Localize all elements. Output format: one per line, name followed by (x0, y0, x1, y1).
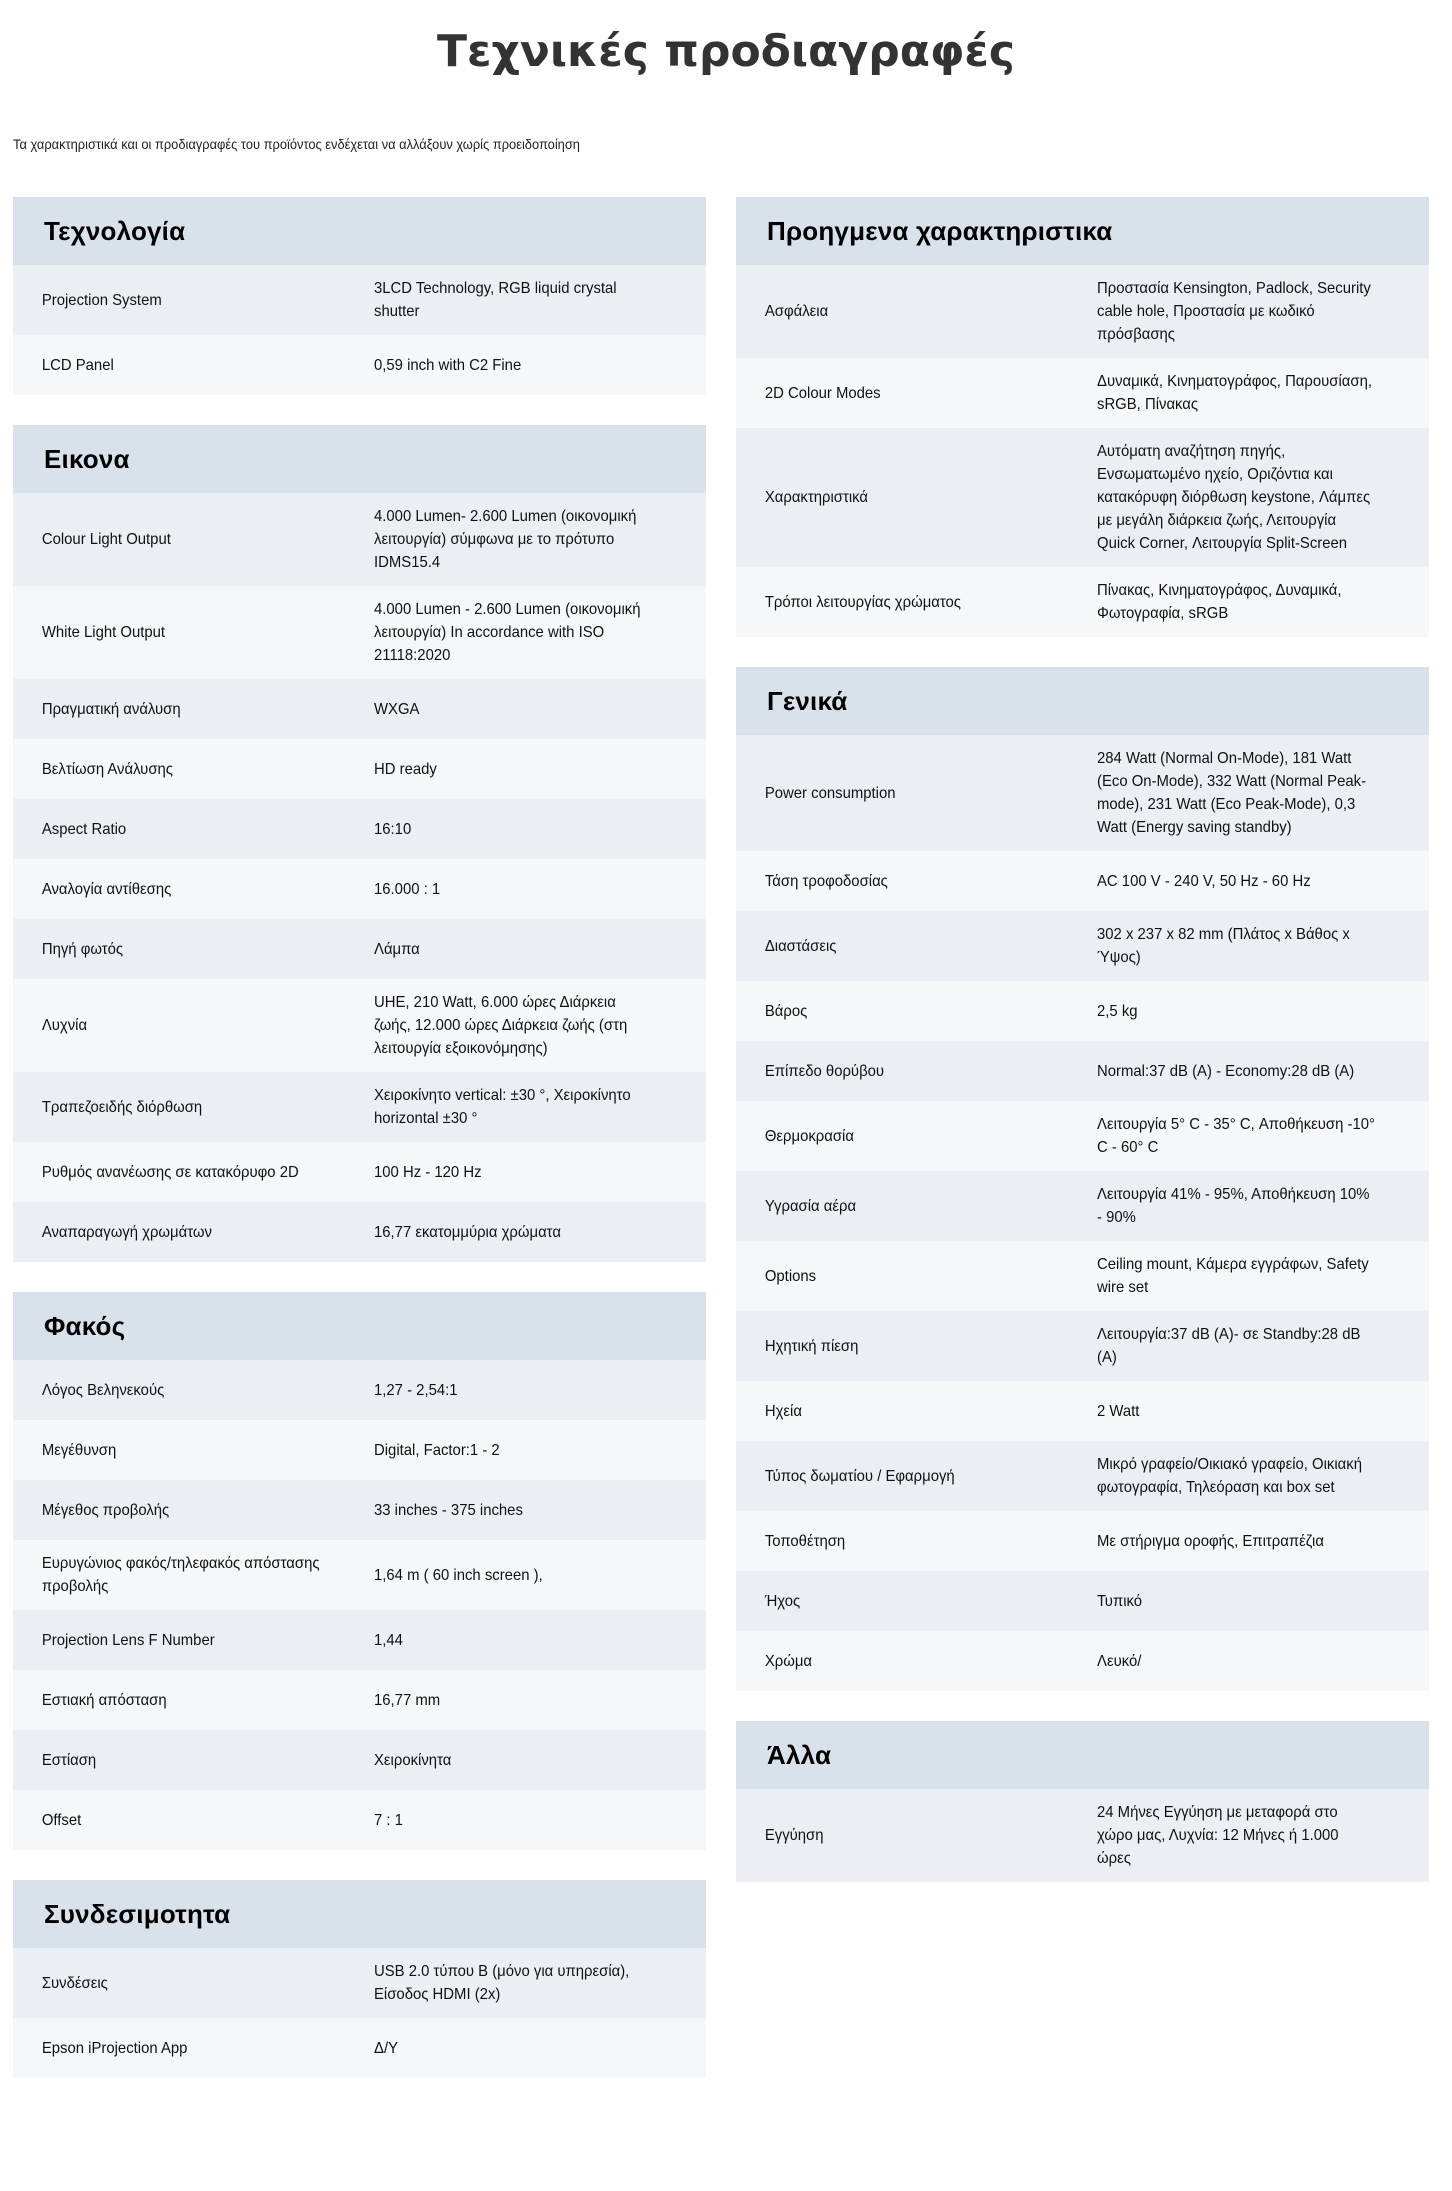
section-header (13, 1292, 706, 1360)
spec-value: Προστασία Kensington, Padlock, Security cable hole, Προστασία με κωδικό πρόσβασης (1097, 280, 1371, 343)
spec-value: 24 Μήνες Εγγύηση με μεταφορά στο χώρο μας, Λυχνία: 12 Μήνες ή 1.000 ώρες (1097, 1804, 1339, 1867)
right-spec-column (736, 197, 1429, 2108)
section-header (736, 667, 1429, 735)
spec-value: 4.000 Lumen- 2.600 Lumen (οικονομική λειτουργία) σύμφωνα με το πρότυπο IDMS15.4 (374, 508, 637, 571)
section-title: Άλλα (767, 1739, 832, 1770)
spec-row (736, 735, 1429, 851)
spec-rows (13, 1948, 706, 2078)
spec-row (13, 919, 706, 979)
spec-row (736, 1311, 1429, 1381)
section-header (13, 1880, 706, 1948)
spec-rows (13, 493, 706, 1262)
section-title: Φακός (44, 1310, 126, 1341)
spec-label: Epson iProjection App (41, 2039, 188, 2057)
spec-value: 7 : 1 (374, 1811, 403, 1829)
spec-label: Βάρος (764, 1002, 808, 1020)
spec-row (736, 1789, 1429, 1882)
spec-row (736, 1441, 1429, 1511)
spec-label: Options (764, 1267, 817, 1285)
spec-row (13, 2018, 706, 2078)
spec-label: Τάση τροφοδοσίας (764, 872, 888, 890)
spec-value: Δυναμικά, Κινηματογράφος, Παρουσίαση, sRGB, Πίνακας (1097, 373, 1372, 413)
spec-label: Πραγματική ανάλυση (41, 700, 181, 718)
spec-label: Ηχεία (764, 1402, 802, 1420)
spec-row (13, 979, 706, 1072)
spec-row (736, 1631, 1429, 1691)
spec-section (736, 197, 1429, 637)
spec-value: Αυτόματη αναζήτηση πηγής, Ενσωματωμένο ηχείο, Οριζόντια και κατακόρυφη διόρθωση keystone, Λάμπες με μεγάλη διάρκεια ζωής, Λειτουργία Quick Corner, Λειτουργία Split-Screen (1097, 443, 1371, 552)
spec-rows (13, 1360, 706, 1850)
spec-section (13, 197, 706, 395)
section-header (13, 425, 706, 493)
page-title: Τεχνικές προδιαγραφές (437, 26, 1015, 77)
spec-row (13, 1360, 706, 1420)
spec-value: Λειτουργία:37 dB (A)- σε Standby:28 dB (A) (1097, 1326, 1361, 1366)
spec-section (13, 1880, 706, 2078)
left-spec-column (13, 197, 706, 2108)
spec-row (13, 1730, 706, 1790)
spec-label: Colour Light Output (41, 531, 171, 548)
spec-value: 16,77 mm (374, 1691, 441, 1709)
spec-value: Χειροκίνητα (374, 1751, 452, 1769)
spec-value: 2 Watt (1097, 1402, 1140, 1420)
spec-row (13, 1142, 706, 1202)
spec-value: 1,44 (374, 1631, 403, 1649)
spec-label: Ηχητική πίεση (764, 1337, 859, 1355)
spec-row (13, 1948, 706, 2018)
spec-row (13, 265, 706, 335)
section-header (736, 1721, 1429, 1789)
spec-label: Ρυθμός ανανέωσης σε κατακόρυφο 2D (41, 1163, 299, 1181)
spec-value: Λευκό/ (1097, 1652, 1142, 1670)
spec-section (13, 1292, 706, 1850)
spec-value: 16.000 : 1 (374, 880, 441, 898)
spec-value: 2,5 kg (1097, 1002, 1138, 1020)
spec-label: Διαστάσεις (764, 937, 837, 955)
spec-row (736, 851, 1429, 911)
spec-label: LCD Panel (41, 356, 114, 374)
spec-columns (13, 197, 1429, 2108)
spec-row (736, 265, 1429, 358)
spec-row (736, 981, 1429, 1041)
spec-row (13, 1790, 706, 1850)
spec-label: 2D Colour Modes (764, 384, 881, 402)
spec-value: 16,77 εκατομμύρια χρώματα (374, 1223, 561, 1241)
spec-label: Επίπεδο θορύβου (764, 1062, 885, 1080)
spec-value: 284 Watt (Normal On-Mode), 181 Watt (Eco On-Mode), 332 Watt (Normal Peak-mode), 231 Watt (Eco Peak-Mode), 0,3 Watt (Energy saving standby) (1097, 750, 1367, 836)
spec-value: Λειτουργία 5° C - 35° C, Αποθήκευση -10° C - 60° C (1097, 1116, 1375, 1156)
spec-row (13, 493, 706, 586)
spec-label: Αναπαραγωγή χρωμάτων (41, 1223, 212, 1241)
disclaimer-text: Τα χαρακτηριστικά και οι προδιαγραφές του προϊόντος ενδέχεται να αλλάξουν χωρίς προειδοποίηση (13, 136, 580, 152)
spec-label: Βελτίωση Ανάλυσης (41, 760, 173, 778)
spec-label: Offset (41, 1811, 82, 1829)
spec-row (736, 1511, 1429, 1571)
spec-label: Χαρακτηριστικά (764, 489, 869, 506)
spec-row (13, 679, 706, 739)
spec-label: Τύπος δωματίου / Εφαρμογή (764, 1467, 955, 1485)
spec-label: Projection System (41, 291, 162, 309)
spec-label: Εστίαση (41, 1751, 97, 1769)
section-title: Γενικά (767, 685, 848, 716)
spec-value: Χειροκίνητο vertical: ±30 °, Χειροκίνητο horizontal ±30 ° (374, 1087, 631, 1127)
spec-row (13, 1480, 706, 1540)
section-title: Τεχνολογία (44, 215, 186, 246)
spec-label: White Light Output (41, 624, 166, 641)
spec-value: 1,64 m ( 60 inch screen ), (374, 1566, 543, 1584)
spec-label: Συνδέσεις (41, 1974, 108, 1992)
spec-label: Aspect Ratio (41, 820, 127, 838)
spec-row (736, 1101, 1429, 1171)
section-header (736, 197, 1429, 265)
section-title: Εικονα (44, 443, 130, 474)
spec-row (736, 1041, 1429, 1101)
spec-row (736, 567, 1429, 637)
spec-section (736, 667, 1429, 1691)
spec-row (13, 1540, 706, 1610)
spec-row (736, 358, 1429, 428)
spec-row (13, 1202, 706, 1262)
spec-label: Θερμοκρασία (764, 1127, 854, 1145)
spec-label: Χρώμα (764, 1652, 813, 1670)
spec-label: Ήχος (764, 1592, 801, 1610)
spec-value: Δ/Υ (374, 2039, 399, 2057)
spec-value: WXGA (374, 700, 420, 718)
section-header (13, 197, 706, 265)
spec-label: Αναλογία αντίθεσης (41, 880, 172, 898)
spec-label: Πηγή φωτός (41, 940, 124, 958)
spec-row (13, 739, 706, 799)
spec-value: Μικρό γραφείο/Οικιακό γραφείο, Οικιακή φωτογραφία, Τηλεόραση και box set (1097, 1456, 1363, 1496)
spec-label: Εστιακή απόσταση (41, 1691, 167, 1709)
spec-row (13, 1072, 706, 1142)
spec-value: Πίνακας, Κινηματογράφος, Δυναμικά, Φωτογραφία, sRGB (1097, 582, 1342, 622)
spec-row (736, 1171, 1429, 1241)
spec-rows (736, 735, 1429, 1691)
spec-value: 302 x 237 x 82 mm (Πλάτος x Βάθος x Ύψος) (1097, 926, 1350, 966)
spec-value: Ceiling mount, Κάμερα εγγράφων, Safety wire set (1097, 1256, 1369, 1296)
spec-row (13, 859, 706, 919)
spec-label: Υγρασία αέρα (764, 1197, 857, 1215)
section-title: Συνδεσιμοτητα (44, 1898, 231, 1929)
spec-row (13, 586, 706, 679)
spec-value: Digital, Factor:1 - 2 (374, 1441, 500, 1459)
spec-row (736, 428, 1429, 567)
spec-row (13, 799, 706, 859)
spec-section (13, 425, 706, 1262)
spec-value: 33 inches - 375 inches (374, 1501, 523, 1519)
spec-value: HD ready (374, 760, 437, 778)
spec-value: Λειτουργία 41% - 95%, Αποθήκευση 10% - 90% (1097, 1186, 1370, 1226)
spec-value: 0,59 inch with C2 Fine (374, 356, 522, 374)
spec-row (13, 1420, 706, 1480)
spec-value: AC 100 V - 240 V, 50 Hz - 60 Hz (1097, 872, 1311, 890)
spec-row (736, 1571, 1429, 1631)
spec-label: Εγγύηση (764, 1827, 824, 1844)
spec-rows (736, 1789, 1429, 1882)
spec-value: USB 2.0 τύπου B (μόνο για υπηρεσία), Είσοδος HDMI (2x) (374, 1963, 630, 2003)
spec-label: Λυχνία (41, 1017, 88, 1034)
spec-label: Ευρυγώνιος φακός/τηλεφακός απόστασης προβολής (41, 1555, 320, 1595)
spec-value: Normal:37 dB (A) - Economy:28 dB (A) (1097, 1062, 1355, 1080)
spec-value: Τυπικό (1097, 1592, 1143, 1610)
spec-rows (13, 265, 706, 395)
spec-label: Μέγεθος προβολής (41, 1501, 170, 1519)
spec-value: 16:10 (374, 820, 412, 838)
spec-row (13, 335, 706, 395)
spec-value: 1,27 - 2,54:1 (374, 1381, 458, 1399)
spec-label: Power consumption (764, 784, 896, 802)
spec-label: Ασφάλεια (764, 303, 829, 320)
spec-row (13, 1670, 706, 1730)
spec-value: 3LCD Technology, RGB liquid crystal shutter (374, 280, 617, 320)
spec-section (736, 1721, 1429, 1882)
spec-rows (736, 265, 1429, 637)
spec-value: 4.000 Lumen - 2.600 Lumen (οικονομική λειτουργία) In accordance with ISO 21118:2020 (374, 601, 641, 664)
spec-value: UHE, 210 Watt, 6.000 ώρες Διάρκεια ζωής, 12.000 ώρες Διάρκεια ζωής (στη λειτουργία εξοικονόμησης) (374, 994, 628, 1057)
spec-row (13, 1610, 706, 1670)
spec-label: Τρόποι λειτουργίας χρώματος (764, 593, 961, 611)
spec-row (736, 1381, 1429, 1441)
spec-label: Projection Lens F Number (41, 1631, 215, 1649)
spec-label: Τοποθέτηση (764, 1532, 846, 1550)
spec-label: Λόγος Βεληνεκούς (41, 1381, 165, 1399)
spec-row (736, 911, 1429, 981)
spec-value: Λάμπα (374, 940, 420, 958)
section-title: Προηγμενα χαρακτηριστικα (767, 215, 1113, 246)
spec-label: Τραπεζοειδής διόρθωση (41, 1098, 203, 1116)
spec-value: 100 Hz - 120 Hz (374, 1163, 482, 1181)
spec-value: Με στήριγμα οροφής, Επιτραπέζια (1097, 1532, 1324, 1550)
spec-label: Μεγέθυνση (41, 1441, 117, 1459)
spec-row (736, 1241, 1429, 1311)
